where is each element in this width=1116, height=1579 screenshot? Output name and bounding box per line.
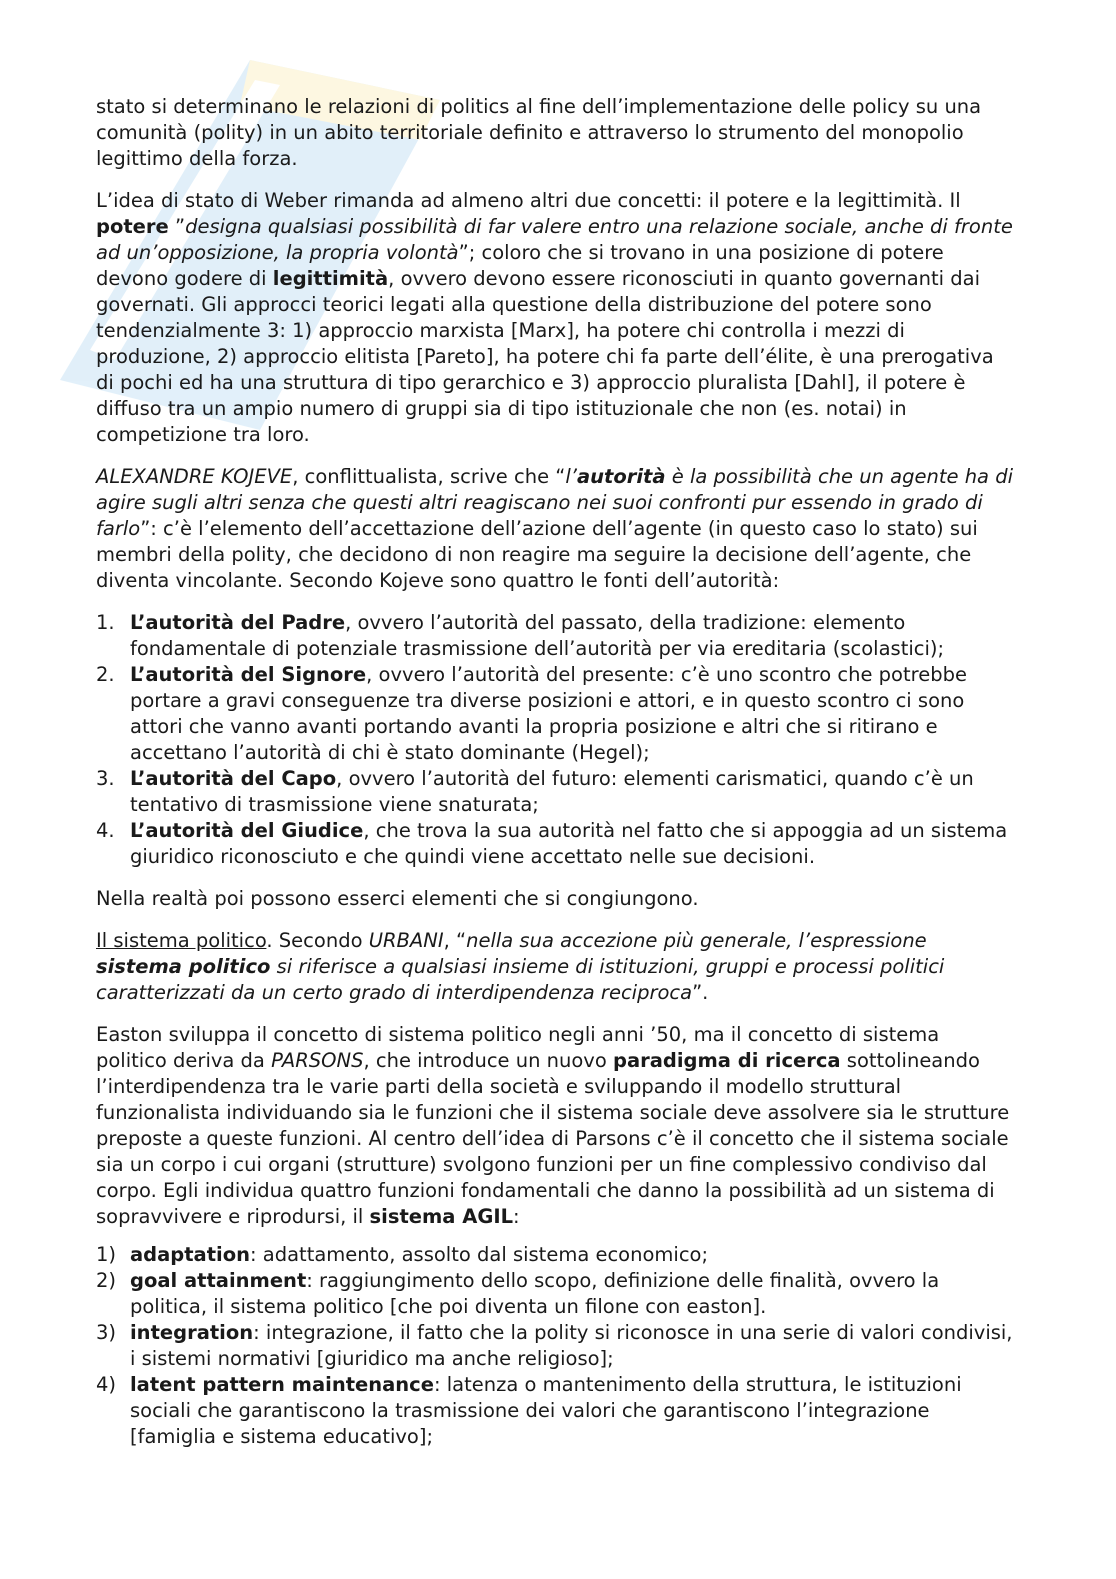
paragraph-realta: Nella realtà poi possono esserci elementi che si congiungono. [96, 887, 699, 910]
list-item: 4. L’autorità del Giudice, che trova la sua autorità nel fatto che si appoggia ad un sistema giuridico riconosciuto e che quindi viene accettato nelle sue decisioni. [96, 819, 1008, 868]
document-body [96, 94, 1016, 1466]
list-item: 2. L’autorità del Signore, ovvero l’autorità del presente: c’è uno scontro che potrebbe portare a gravi conseguenze tra diverse posizioni e attori, e in questo scontro ci sono attori che vanno avanti portando avanti la propria posizione e altri che si ritirano e accettano l’autorità di chi è stato dominante (Hegel); [96, 663, 967, 764]
list-item: 2) goal attainment: raggiungimento dello scopo, definizione delle finalità, ovvero la politica, il sistema politico [che poi diventa un filone con easton]. [96, 1269, 940, 1318]
list-item: 3. L’autorità del Capo, ovvero l’autorità del futuro: elementi carismatici, quando c’è un tentativo di trasmissione viene snaturata; [96, 767, 974, 816]
list-item: 4) latent pattern maintenance: latenza o mantenimento della struttura, le istituzioni sociali che garantiscono la trasmissione dei valori che garantiscono l’integrazione [famiglia e sistema educativo]; [96, 1373, 962, 1448]
list-item: 3) integration: integrazione, il fatto che la polity si riconosce in una serie di valori condivisi, i sistemi normativi [giuridico ma anche religioso]; [96, 1321, 1013, 1370]
paragraph-stato: stato si determinano le relazioni di politics al fine dell’implementazione delle policy su una comunità (polity) in un abito territoriale definito e attraverso lo strumento del monopolio legittimo della forza. [96, 95, 982, 170]
paragraph-sistema-politico: Il sistema politico. Secondo URBANI, “nella sua accezione più generale, l’espressione sistema politico si riferisce a qualsiasi insieme di istituzioni, gruppi e processi politici caratterizzati da un certo grado di interdipendenza reciproca”. [96, 929, 945, 1004]
paragraph-weber: L’idea di stato di Weber rimanda ad almeno altri due concetti: il potere e la legittimità. Il potere ”designa qualsiasi possibilità di far valere entro una relazione sociale, anche di fronte ad un’opposizione, la propria volontà”; coloro che si trovano in una posizione di potere devono godere di legittimità, ovvero devono essere riconosciuti in quanto governanti dai governati. Gli approcci teorici legati alla questione della distribuzione del potere sono tendenzialmente 3: 1) approccio marxista [Marx], ha potere chi controlla i mezzi di produzione, 2) approccio elitista [Pareto], ha potere chi fa parte dell’élite, è una prerogativa di pochi ed ha una struttura di tipo gerarchico e 3) approccio pluralista [Dahl], il potere è diffuso tra un ampio numero di gruppi sia di tipo istituzionale che non (es. notai) in competizione tra loro. [96, 189, 1013, 446]
paragraph-kojeve: ALEXANDRE KOJEVE, conflittualista, scrive che “l’autorità è la possibilità che un agente ha di agire sugli altri senza che questi altri reagiscano nei suoi confronti pur essendo in grado di farlo”: c’è l’elemento dell’accettazione dell’azione dell’agente (in questo caso lo stato) sui membri della polity, che decidono di non reagire ma seguire la decisione dell’agente, che diventa vincolante. Secondo Kojeve sono quattro le fonti dell’autorità: [96, 465, 1013, 592]
list-item: 1) adaptation: adattamento, assolto dal sistema economico; [96, 1243, 709, 1266]
paragraph-easton: Easton sviluppa il concetto di sistema politico negli anni ’50, ma il concetto di sistema politico deriva da PARSONS, che introduce un nuovo paradigma di ricerca sottolineando l’interdipendenza tra le varie parti della società e sviluppando il modello struttural funzionalista individuando sia le funzioni che il sistema sociale deve assolvere sia le strutture preposte a queste funzioni. Al centro dell’idea di Parsons c’è il concetto che il sistema sociale sia un corpo i cui organi (strutture) svolgono funzioni per un fine complessivo condiviso dal corpo. Egli individua quattro funzioni fondamentali che danno la possibilità ad un sistema di sopravvivere e riprodursi, il sistema AGIL: [96, 1023, 1010, 1228]
list-item: 1. L’autorità del Padre, ovvero l’autorità del passato, della tradizione: elemento fondamentale di potenziale trasmissione dell’autorità per via ereditaria (scolastici); [96, 611, 945, 660]
list-agil [96, 1242, 1016, 1450]
list-fonti-autorita [96, 610, 1016, 870]
